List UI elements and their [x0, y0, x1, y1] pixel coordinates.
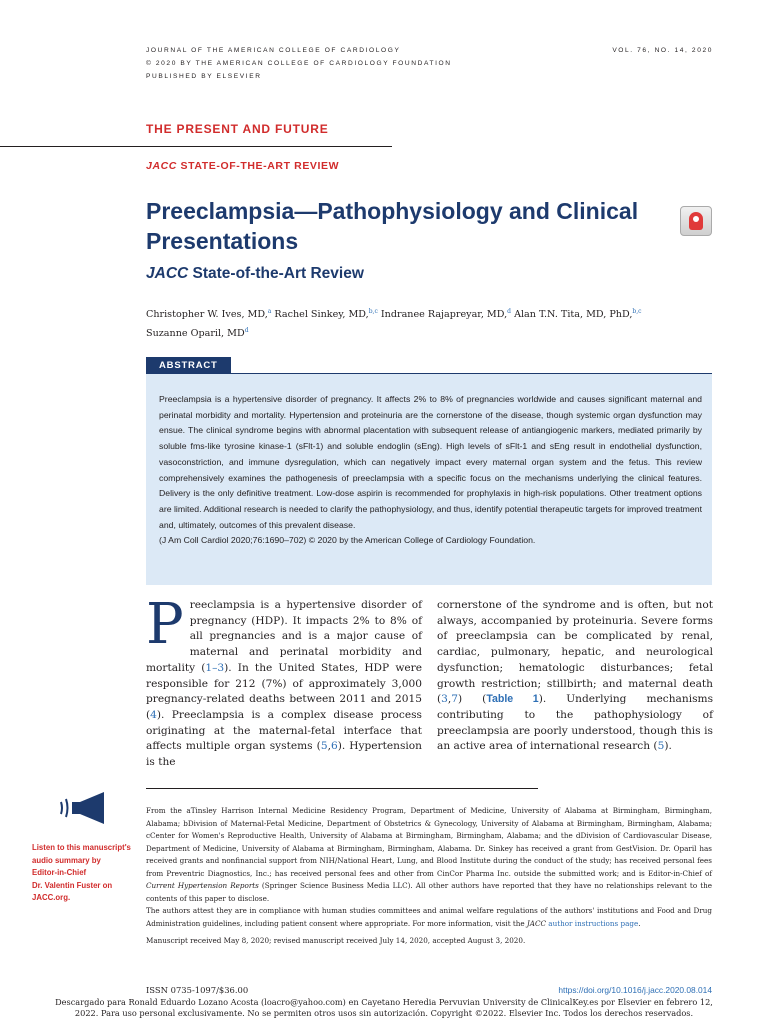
author-affiliation[interactable]: b,c	[368, 308, 378, 315]
author-affiliation[interactable]: b,c	[632, 308, 642, 315]
body-text: ). In the United States, HDP were responsible for 212 (7%) of approximately 3,000 pregnancy-related deaths between 2011 and 2015 (	[146, 661, 422, 721]
audio-note-line: audio summary by	[32, 855, 101, 865]
publisher-line: PUBLISHED BY ELSEVIER	[146, 73, 262, 80]
author-name: Christopher W. Ives, MD,	[146, 309, 268, 321]
reference-link[interactable]: 5	[657, 740, 665, 753]
received-note: Manuscript received May 8, 2020; revised manuscript received July 14, 2020, accepted August 3, 2020.	[146, 936, 526, 945]
compliance-end: .	[638, 918, 641, 928]
copyright-line: © 2020 BY THE AMERICAN COLLEGE OF CARDIOLOGY FOUNDATION	[146, 60, 452, 67]
author-name: Alan T.N. Tita, MD, PhD,	[514, 309, 633, 321]
journal-header	[146, 44, 452, 83]
issn: ISSN 0735-1097/$36.00	[146, 985, 249, 995]
body-text: ). Underlying mechanisms contributing to the pathophysiology of preeclampsia are poorly understood, though this is an active area of international research (	[437, 693, 714, 753]
speaker-icon[interactable]	[60, 790, 106, 826]
abstract-label: ABSTRACT	[146, 357, 231, 374]
author-instructions-link[interactable]: author instructions page	[548, 918, 639, 928]
footnote-rule	[146, 788, 538, 789]
reference-link[interactable]: 7	[451, 693, 459, 706]
reference-link[interactable]: 4	[150, 708, 157, 721]
journal-italic: Current Hypertension Reports	[146, 881, 259, 890]
affiliations-note	[146, 805, 712, 905]
author-name: Suzanne Oparil, MD	[146, 328, 245, 340]
body-column-2: cornerstone of the syndrome and is often, but not always, accompanied by proteinuria. Severe forms of preeclampsia can be complicated by renal, cardiac, pulmonary, hepatic, and neurological dysfunction; hematologic disturbances; fetal growth restriction; stillbirth; and maternal death (3,7) (Table 1). Underlying mechanisms contributing to the pathophysiology of preeclampsia are poorly understood, though this is an active area of international research (5).	[437, 599, 714, 753]
audio-summary-note[interactable]	[32, 842, 142, 905]
affiliations-end: (Springer Science Business Media LLC). All other authors have reported that they have no relationships relevant to the contents of this paper to disclose.	[146, 881, 712, 903]
compliance-jacc: JACC	[526, 918, 546, 928]
section-divider	[0, 146, 392, 147]
footnotes	[146, 805, 712, 948]
audio-note-line: Dr. Valentin Fuster on	[32, 880, 113, 890]
article-subtitle	[146, 265, 364, 283]
abstract-body: Preeclampsia is a hypertensive disorder of pregnancy. It affects 2% to 8% of pregnancies worldwide and causes significant maternal and perinatal morbidity and mortality. Hypertension and proteinuria are the cornerstone of the disease, though systemic organ dysfunction may ensue. The clinical syndrome begins with abnormal placentation with subsequent release of antiangiogenic markers, mediated primarily by soluble fms-like tyrosine kinase-1 (sFlt-1) and soluble endoglin (sEng). High levels of sFlt-1 and sEng result in endothelial dysfunction, vasoconstriction, and immune dysregulation, which can negatively impact every maternal organ system and the fetus. This review comprehensively examines the pathogenesis of preeclampsia with a specific focus on the mechanisms underlying the clinical features. Delivery is the only definitive treatment. Low-dose aspirin is recommended for prophylaxis in high-risk populations. Other treatment options are limited. Additional research is needed to clarify the pathophysiology, and thus, identify potential therapeutic targets for improved treatment and, ultimately, outcomes of this prevalent disease.	[159, 394, 702, 530]
reference-link[interactable]: 5	[320, 740, 328, 753]
body-text: reeclampsia is a hypertensive disorder of pregnancy (HDP). It impacts 2% to 8% of all pregnancies and is a major cause of maternal and perinatal morbidity and mortality (	[146, 599, 422, 674]
author-name: Rachel Sinkey, MD,	[274, 309, 369, 321]
body-column-1: Preeclampsia is a hypertensive disorder of pregnancy (HDP). It impacts 2% to 8% of all pregnancies and is a major cause of maternal and perinatal morbidity and mortality (1–3). In the United States, HDP were responsible for 212 (7%) of approximately 3,000 pregnancy-related deaths between 2011 and 2015 (4). Preeclampsia is a complex disease process originating at the maternal-fetal interface that affects multiple organ systems (5,6). Hypertension is the	[146, 592, 422, 769]
body-text: ).	[664, 740, 672, 753]
volume-info: VOL. 76, NO. 14, 2020	[612, 47, 713, 54]
body-text: ). Preeclampsia is a complex disease process originating at the maternal-fetal interface that affects multiple organ systems (	[146, 708, 422, 753]
download-notice-line: Descargado para Ronald Eduardo Lozano Acosta (loacro@yahoo.com) en Cayetano Heredia Pervuvian University de ClinicalKey.es por Elsevier en febrero 12,	[55, 997, 713, 1007]
download-notice-line: 2022. Para uso personal exclusivamente. No se permiten otros usos sin autorización. Copyright ©2022. Elsevier Inc. Todos los derechos reservados.	[74, 1008, 694, 1018]
subtitle-rest: State-of-the-Art Review	[188, 265, 364, 282]
abstract-text	[159, 392, 702, 549]
author-affiliation[interactable]: d	[507, 308, 511, 315]
download-notice	[0, 997, 768, 1019]
body-text: ) (	[458, 693, 487, 706]
table-link[interactable]: Table 1	[486, 693, 539, 706]
compliance-note	[146, 905, 712, 930]
author-affiliation[interactable]: a	[267, 308, 272, 315]
review-label	[146, 160, 339, 172]
crossmark-bookmark-icon[interactable]	[680, 206, 712, 236]
reference-link[interactable]: 1–3	[205, 661, 225, 674]
audio-note-line: JACC.org.	[32, 893, 71, 903]
audio-note-line: Editor-in-Chief	[32, 868, 87, 878]
author-list	[146, 304, 686, 342]
article-title: Preeclampsia—Pathophysiology and Clinical Presentations	[146, 198, 639, 254]
review-label-rest: STATE-OF-THE-ART REVIEW	[177, 160, 340, 172]
review-label-journal: JACC	[146, 160, 177, 172]
compliance-text: The authors attest they are in compliance with human studies committees and animal welfare regulations of the authors' institutions and Food and Drug Administration guidelines, including patient consent where appropriate. For more information, visit the	[146, 906, 712, 928]
body-text: cornerstone of the syndrome and is often, but not always, accompanied by proteinuria. Severe forms of preeclampsia can be complicated by renal, cardiac, pulmonary, hepatic, and neurological dysfunction; hematologic disturbances; fetal growth restriction; stillbirth; and maternal death (	[437, 599, 713, 706]
author-affiliation[interactable]: d	[244, 327, 249, 335]
drop-cap: P	[146, 592, 184, 657]
affiliations-text: From the aTinsley Harrison Internal Medicine Residency Program, Department of Medicine, University of Alabama at Birmingham, Birmingham, Alabama; bDivision of Maternal-Fetal Medicine, Department of Obstetrics & Gynecology, University of Alabama at Birmingham, Birmingham, Alabama; cCenter for Women's Reproductive Health, University of Alabama at Birmingham, Birmingham, Alabama; and the dDivision of Cardiovascular Disease, Department of Medicine, University of Alabama at Birmingham, Birmingham, Alabama. Dr. Sinkey has received a grant from GestVision. Dr. Oparil has received grants and nonfinancial support from NIH/National Heart, Lung, and Blood Institute during the conduct of the study; has received personal fees from Preventric Diagnostics, Inc.; has received personal fees and other from CinCor Pharma Inc. outside the submitted work; and is Editor-in-Chief of	[146, 806, 712, 878]
reference-link[interactable]: 6	[330, 740, 338, 753]
journal-name: JOURNAL OF THE AMERICAN COLLEGE OF CARDIOLOGY	[146, 47, 401, 54]
reference-link[interactable]: 3	[441, 693, 448, 706]
body-text: ). Hypertension is the	[146, 740, 422, 769]
author-name: Indranee Rajapreyar, MD,	[380, 309, 508, 321]
doi-link[interactable]: https://doi.org/10.1016/j.jacc.2020.08.014	[558, 985, 712, 995]
abstract-citation: (J Am Coll Cardiol 2020;76:1690–702) © 2020 by the American College of Cardiology Foundation.	[159, 535, 536, 546]
subtitle-journal: JACC	[146, 265, 189, 282]
section-label: THE PRESENT AND FUTURE	[146, 122, 329, 136]
audio-note-line: Listen to this manuscript's	[32, 843, 131, 852]
